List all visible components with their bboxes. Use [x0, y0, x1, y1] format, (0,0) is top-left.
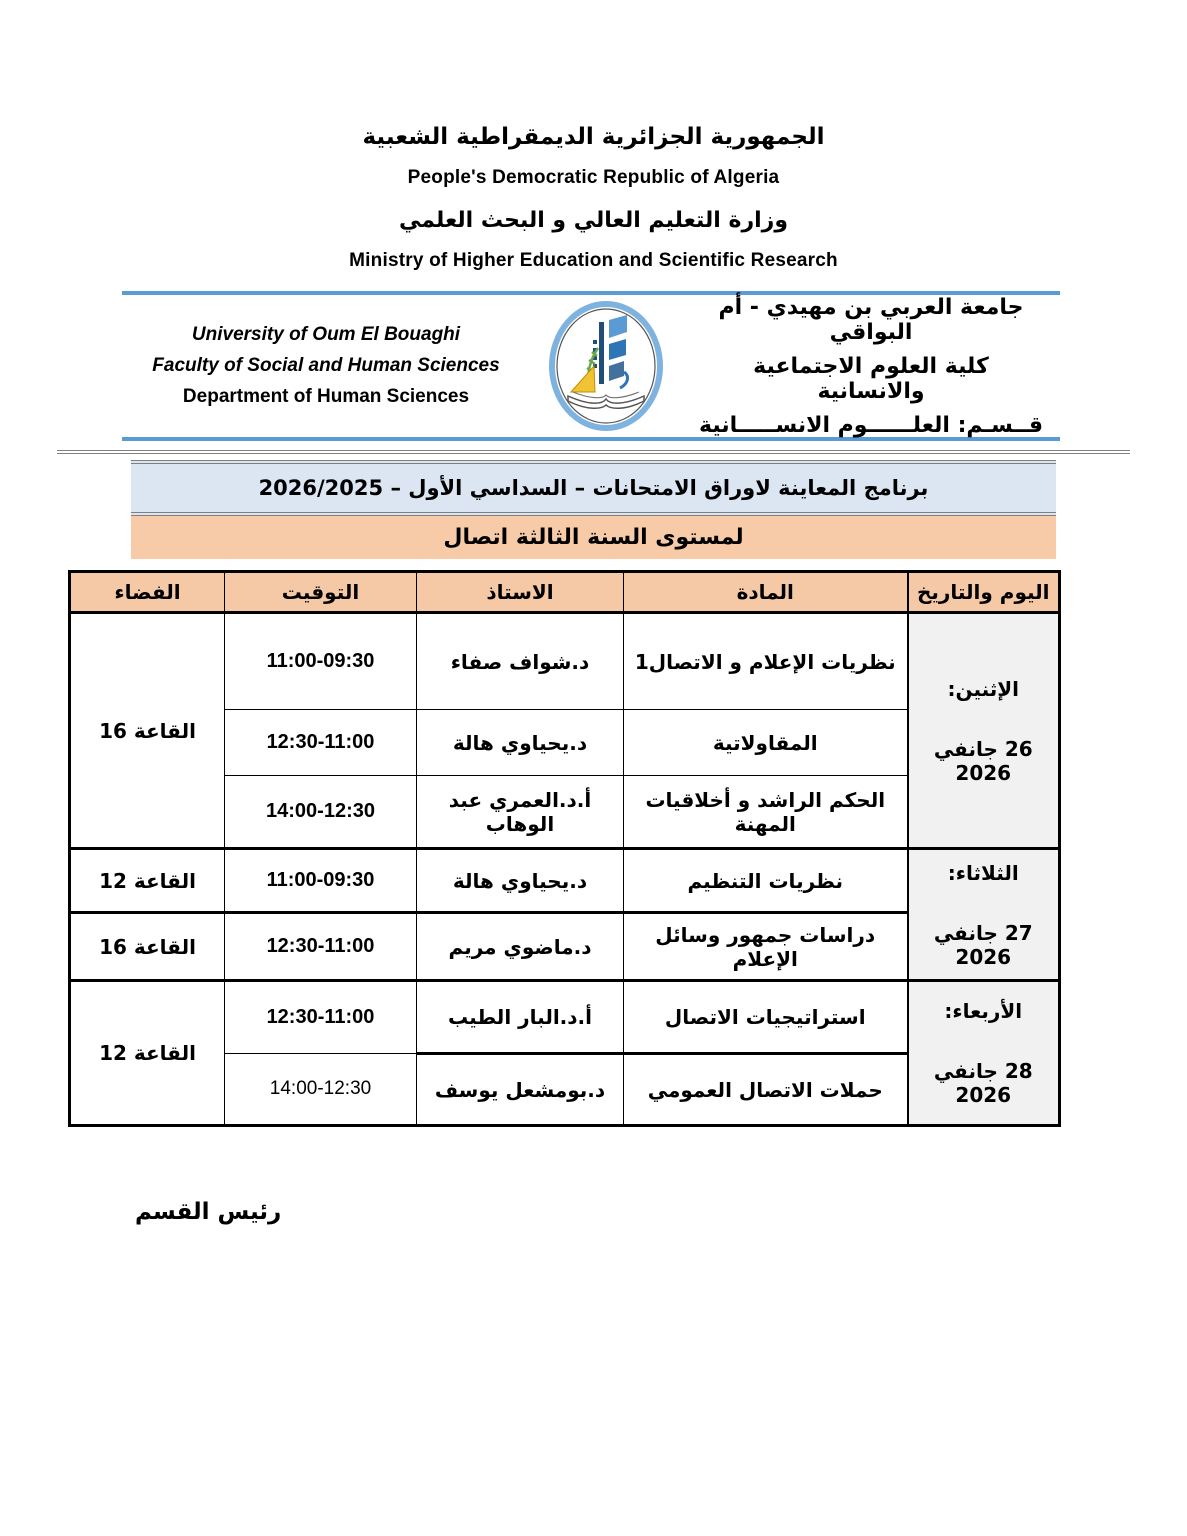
- time-cell: 11:00-09:30: [225, 613, 417, 710]
- professor-cell: أ.د.العمري عبد الوهاب: [417, 776, 624, 849]
- horizontal-divider-rule: [57, 450, 1130, 454]
- time-cell: 14:00-12:30: [225, 776, 417, 849]
- program-title-banner: برنامج المعاينة لاوراق الامتحانات – السداسي الأول – 2026/2025: [131, 460, 1056, 516]
- faculty-name-arabic: كلية العلوم الاجتماعية والانسانية: [753, 353, 989, 404]
- university-logo-icon: [548, 300, 664, 432]
- table-header-row: [70, 572, 1060, 613]
- subject-cell: نظريات التنظيم: [624, 849, 908, 913]
- room-cell: القاعة 12: [70, 981, 225, 1126]
- subject-cell: المقاولاتية: [624, 710, 908, 776]
- professor-cell: د.بومشعل يوسف: [417, 1054, 624, 1126]
- day-cell-tuesday: [908, 849, 1060, 981]
- day-cell-monday: [908, 613, 1060, 849]
- day-label: الثلاثاء:: [947, 860, 1019, 885]
- subject-cell: نظريات الإعلام و الاتصال1: [624, 613, 908, 710]
- table-row: [70, 849, 1060, 913]
- department-head-signature: رئيس القسم: [135, 1199, 282, 1225]
- institution-english-block: [136, 315, 516, 417]
- column-header-subject: المادة: [624, 572, 908, 613]
- subject-cell: دراسات جمهور وسائل الإعلام: [624, 913, 908, 981]
- institution-band: [122, 291, 1060, 441]
- room-cell: القاعة 16: [70, 913, 225, 981]
- department-name-arabic: قــسـم: العلــــــوم الانســـــانية: [699, 412, 1043, 438]
- professor-cell: د.يحياوي هالة: [417, 710, 624, 776]
- date-label: 26 جانفي 2026: [933, 736, 1033, 785]
- government-header: [0, 0, 1187, 272]
- department-name-english: Department of Human Sciences: [182, 386, 470, 407]
- day-cell-wednesday: [908, 981, 1060, 1126]
- institution-arabic-block: [696, 286, 1046, 447]
- university-logo: [546, 300, 666, 432]
- ministry-title-english: Ministry of Higher Education and Scientific Research: [349, 250, 838, 271]
- column-header-professor: الاستاذ: [417, 572, 624, 613]
- room-cell: القاعة 12: [70, 849, 225, 913]
- subject-cell: الحكم الراشد و أخلاقيات المهنة: [624, 776, 908, 849]
- subject-cell: استراتيجيات الاتصال: [624, 981, 908, 1054]
- university-name-arabic: جامعة العربي بن مهيدي - أم البواقي: [718, 294, 1024, 345]
- table-row: [70, 613, 1060, 710]
- subject-cell: حملات الاتصال العمومي: [624, 1054, 908, 1126]
- time-cell: 11:00-09:30: [225, 849, 417, 913]
- time-cell: 14:00-12:30: [225, 1054, 417, 1126]
- table-row: [70, 981, 1060, 1054]
- university-name-english: University of Oum El Bouaghi: [191, 324, 461, 345]
- room-cell: القاعة 16: [70, 613, 225, 849]
- day-label: الأربعاء:: [944, 999, 1023, 1023]
- professor-cell: د.ماضوي مريم: [417, 913, 624, 981]
- professor-cell: أ.د.البار الطيب: [417, 981, 624, 1054]
- column-header-space: الفضاء: [70, 572, 225, 613]
- time-cell: 12:30-11:00: [225, 981, 417, 1054]
- professor-cell: د.شواف صفاء: [417, 613, 624, 710]
- column-header-day-date: اليوم والتاريخ: [908, 572, 1060, 613]
- time-cell: 12:30-11:00: [225, 710, 417, 776]
- ministry-title-arabic: وزارة التعليم العالي و البحث العلمي: [398, 208, 789, 233]
- date-label: 27 جانفي 2026: [933, 920, 1033, 969]
- time-cell: 12:30-11:00: [225, 913, 417, 981]
- level-title-banner: لمستوى السنة الثالثة اتصال: [131, 516, 1056, 559]
- faculty-name-english: Faculty of Social and Human Sciences: [152, 355, 500, 376]
- column-header-time: التوقيت: [225, 572, 417, 613]
- republic-title-arabic: الجمهورية الجزائرية الديمقراطية الشعبية: [362, 124, 825, 150]
- exam-schedule-table: [68, 570, 1061, 1127]
- date-label: 28 جانفي 2026: [933, 1059, 1033, 1107]
- day-label: الإثنين:: [947, 676, 1020, 701]
- professor-cell: د.يحياوي هالة: [417, 849, 624, 913]
- republic-title-english: People's Democratic Republic of Algeria: [407, 167, 780, 188]
